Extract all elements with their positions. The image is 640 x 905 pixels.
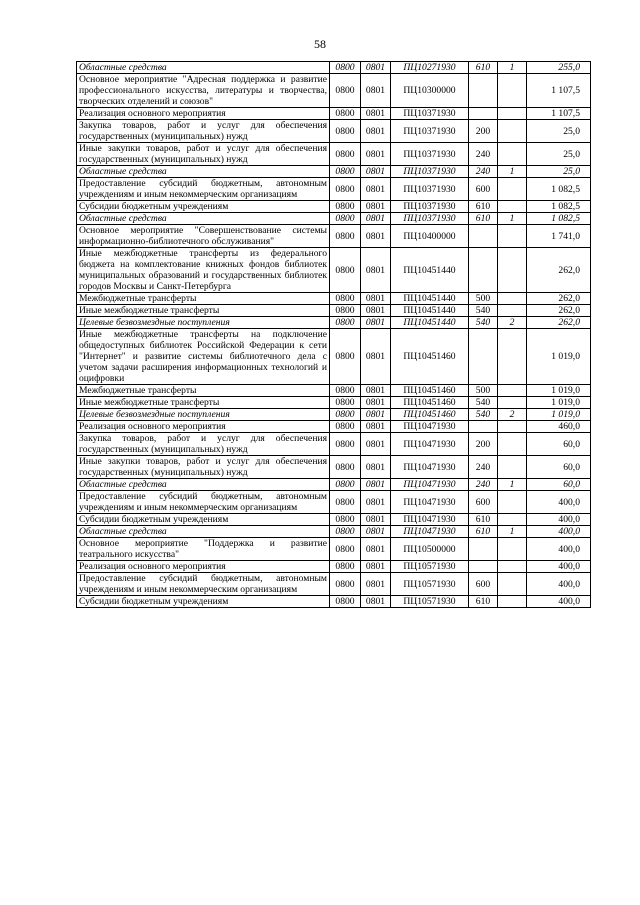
table-row (77, 479, 591, 491)
row-name: Реализация основного мероприятия (77, 421, 330, 433)
table-row (77, 538, 591, 561)
table-row (77, 456, 591, 479)
subsection-code: 0801 (361, 329, 391, 385)
section-code: 0800 (330, 433, 361, 456)
section-code: 0800 (330, 526, 361, 538)
table-row (77, 491, 591, 514)
amount: 1 082,5 (527, 213, 591, 225)
funding-source (498, 433, 527, 456)
row-name: Межбюджетные трансферты (77, 293, 330, 305)
table-row (77, 409, 591, 421)
subsection-code: 0801 (361, 596, 391, 608)
target-article: ПЦ10471930 (391, 526, 469, 538)
section-code: 0800 (330, 514, 361, 526)
page-number: 58 (314, 37, 326, 51)
section-code: 0800 (330, 397, 361, 409)
expense-type: 600 (469, 491, 498, 514)
subsection-code: 0801 (361, 385, 391, 397)
funding-source (498, 456, 527, 479)
amount: 460,0 (527, 421, 591, 433)
target-article: ПЦ10371930 (391, 143, 469, 166)
row-name: Межбюджетные трансферты (77, 385, 330, 397)
funding-source (498, 201, 527, 213)
subsection-code: 0801 (361, 120, 391, 143)
target-article: ПЦ10300000 (391, 74, 469, 108)
table-row (77, 143, 591, 166)
funding-source: 2 (498, 317, 527, 329)
expense-type: 540 (469, 397, 498, 409)
row-name: Целевые безвозмездные поступления (77, 317, 330, 329)
expense-type: 500 (469, 385, 498, 397)
table-row (77, 526, 591, 538)
table-row (77, 433, 591, 456)
amount: 1 019,0 (527, 409, 591, 421)
expense-type: 200 (469, 433, 498, 456)
expense-type (469, 561, 498, 573)
section-code: 0800 (330, 225, 361, 248)
expense-type: 610 (469, 596, 498, 608)
subsection-code: 0801 (361, 305, 391, 317)
row-name: Иные закупки товаров, работ и услуг для обеспечения государственных (муниципальных) нужд (77, 456, 330, 479)
section-code: 0800 (330, 561, 361, 573)
expense-type: 240 (469, 143, 498, 166)
amount: 1 019,0 (527, 397, 591, 409)
target-article: ПЦ10451460 (391, 397, 469, 409)
target-article: ПЦ10451440 (391, 293, 469, 305)
row-name: Целевые безвозмездные поступления (77, 409, 330, 421)
row-name: Областные средства (77, 213, 330, 225)
funding-source (498, 538, 527, 561)
target-article: ПЦ10371930 (391, 201, 469, 213)
amount: 400,0 (527, 596, 591, 608)
amount: 1 107,5 (527, 108, 591, 120)
section-code: 0800 (330, 74, 361, 108)
target-article: ПЦ10451440 (391, 305, 469, 317)
row-name: Субсидии бюджетным учреждениям (77, 596, 330, 608)
amount: 1 019,0 (527, 385, 591, 397)
section-code: 0800 (330, 108, 361, 120)
subsection-code: 0801 (361, 538, 391, 561)
funding-source: 1 (498, 62, 527, 74)
section-code: 0800 (330, 166, 361, 178)
target-article: ПЦ10471930 (391, 491, 469, 514)
row-name: Субсидии бюджетным учреждениям (77, 514, 330, 526)
target-article: ПЦ10371930 (391, 120, 469, 143)
target-article: ПЦ10451460 (391, 329, 469, 385)
amount: 1 107,5 (527, 74, 591, 108)
subsection-code: 0801 (361, 433, 391, 456)
subsection-code: 0801 (361, 317, 391, 329)
funding-source (498, 108, 527, 120)
section-code: 0800 (330, 491, 361, 514)
funding-source (498, 329, 527, 385)
row-name: Иные межбюджетные трансферты (77, 397, 330, 409)
table-row (77, 305, 591, 317)
funding-source: 1 (498, 166, 527, 178)
section-code: 0800 (330, 120, 361, 143)
amount: 60,0 (527, 456, 591, 479)
subsection-code: 0801 (361, 201, 391, 213)
amount: 60,0 (527, 433, 591, 456)
funding-source (498, 573, 527, 596)
table-row (77, 385, 591, 397)
table-row (77, 201, 591, 213)
table-row (77, 293, 591, 305)
funding-source: 2 (498, 409, 527, 421)
section-code: 0800 (330, 538, 361, 561)
amount: 400,0 (527, 514, 591, 526)
amount: 400,0 (527, 491, 591, 514)
amount: 255,0 (527, 62, 591, 74)
target-article: ПЦ10571930 (391, 596, 469, 608)
section-code: 0800 (330, 248, 361, 293)
section-code: 0800 (330, 456, 361, 479)
funding-source (498, 178, 527, 201)
expense-type (469, 329, 498, 385)
subsection-code: 0801 (361, 456, 391, 479)
amount: 1 019,0 (527, 329, 591, 385)
funding-source (498, 397, 527, 409)
section-code: 0800 (330, 409, 361, 421)
subsection-code: 0801 (361, 561, 391, 573)
section-code: 0800 (330, 479, 361, 491)
row-name: Основное мероприятие "Совершенствование системы информационно-библиотечного обслуживания" (77, 225, 330, 248)
subsection-code: 0801 (361, 166, 391, 178)
table-row (77, 166, 591, 178)
section-code: 0800 (330, 293, 361, 305)
table-body (77, 62, 591, 608)
amount: 400,0 (527, 538, 591, 561)
subsection-code: 0801 (361, 397, 391, 409)
expense-type: 610 (469, 62, 498, 74)
subsection-code: 0801 (361, 178, 391, 201)
funding-source (498, 385, 527, 397)
funding-source (498, 421, 527, 433)
section-code: 0800 (330, 421, 361, 433)
expense-type: 610 (469, 201, 498, 213)
row-name: Основное мероприятие "Адресная поддержка и развитие профессионального искусства, литературы и творчества, творческих отделений и союзов" (77, 74, 330, 108)
funding-source: 1 (498, 479, 527, 491)
table-row (77, 74, 591, 108)
row-name: Иные межбюджетные трансферты из федерального бюджета на комплектование книжных фондов библиотек муниципальных образований и государственных библиотек городов Москвы и Санкт-Петербурга (77, 248, 330, 293)
target-article: ПЦ10451460 (391, 385, 469, 397)
subsection-code: 0801 (361, 62, 391, 74)
target-article: ПЦ10451440 (391, 248, 469, 293)
funding-source (498, 120, 527, 143)
target-article: ПЦ10471930 (391, 479, 469, 491)
row-name: Иные закупки товаров, работ и услуг для обеспечения государственных (муниципальных) нужд (77, 143, 330, 166)
expense-type (469, 421, 498, 433)
funding-source: 1 (498, 213, 527, 225)
table-row (77, 225, 591, 248)
amount: 400,0 (527, 561, 591, 573)
funding-source (498, 225, 527, 248)
row-name: Областные средства (77, 526, 330, 538)
table-row (77, 317, 591, 329)
subsection-code: 0801 (361, 479, 391, 491)
table-row (77, 120, 591, 143)
funding-source (498, 143, 527, 166)
row-name: Реализация основного мероприятия (77, 561, 330, 573)
table-row (77, 596, 591, 608)
table-row (77, 108, 591, 120)
target-article: ПЦ10471930 (391, 433, 469, 456)
expense-type: 600 (469, 178, 498, 201)
target-article: ПЦ10471930 (391, 421, 469, 433)
subsection-code: 0801 (361, 573, 391, 596)
subsection-code: 0801 (361, 293, 391, 305)
table-row (77, 329, 591, 385)
subsection-code: 0801 (361, 526, 391, 538)
amount: 25,0 (527, 143, 591, 166)
subsection-code: 0801 (361, 421, 391, 433)
section-code: 0800 (330, 213, 361, 225)
target-article: ПЦ10271930 (391, 62, 469, 74)
section-code: 0800 (330, 201, 361, 213)
subsection-code: 0801 (361, 225, 391, 248)
row-name: Закупка товаров, работ и услуг для обеспечения государственных (муниципальных) нужд (77, 120, 330, 143)
funding-source (498, 305, 527, 317)
target-article: ПЦ10571930 (391, 573, 469, 596)
section-code: 0800 (330, 596, 361, 608)
budget-table (76, 61, 591, 608)
target-article: ПЦ10371930 (391, 213, 469, 225)
row-name: Областные средства (77, 479, 330, 491)
expense-type: 500 (469, 293, 498, 305)
funding-source (498, 514, 527, 526)
subsection-code: 0801 (361, 74, 391, 108)
subsection-code: 0801 (361, 143, 391, 166)
subsection-code: 0801 (361, 491, 391, 514)
target-article: ПЦ10451440 (391, 317, 469, 329)
expense-type: 610 (469, 213, 498, 225)
amount: 262,0 (527, 248, 591, 293)
amount: 262,0 (527, 293, 591, 305)
expense-type: 240 (469, 456, 498, 479)
table-row (77, 397, 591, 409)
row-name: Иные межбюджетные трансферты на подключение общедоступных библиотек Российской Федерации к сети "Интернет" и развитие системы библиотечного дела с учетом задачи расширения информационных технологий и оцифровки (77, 329, 330, 385)
expense-type (469, 225, 498, 248)
table-row (77, 421, 591, 433)
target-article: ПЦ10451460 (391, 409, 469, 421)
table-row (77, 213, 591, 225)
table-row (77, 248, 591, 293)
section-code: 0800 (330, 573, 361, 596)
amount: 1 082,5 (527, 201, 591, 213)
row-name: Закупка товаров, работ и услуг для обеспечения государственных (муниципальных) нужд (77, 433, 330, 456)
amount: 60,0 (527, 479, 591, 491)
subsection-code: 0801 (361, 514, 391, 526)
section-code: 0800 (330, 62, 361, 74)
section-code: 0800 (330, 305, 361, 317)
funding-source (498, 596, 527, 608)
target-article: ПЦ10371930 (391, 166, 469, 178)
expense-type (469, 74, 498, 108)
amount: 262,0 (527, 317, 591, 329)
amount: 25,0 (527, 120, 591, 143)
section-code: 0800 (330, 385, 361, 397)
expense-type (469, 248, 498, 293)
target-article: ПЦ10400000 (391, 225, 469, 248)
row-name: Субсидии бюджетным учреждениям (77, 201, 330, 213)
target-article: ПЦ10500000 (391, 538, 469, 561)
row-name: Областные средства (77, 62, 330, 74)
target-article: ПЦ10371930 (391, 108, 469, 120)
section-code: 0800 (330, 317, 361, 329)
funding-source (498, 293, 527, 305)
amount: 1 741,0 (527, 225, 591, 248)
funding-source (498, 561, 527, 573)
row-name: Предоставление субсидий бюджетным, автономным учреждениям и иным некоммерческим организациям (77, 573, 330, 596)
expense-type: 610 (469, 514, 498, 526)
amount: 400,0 (527, 573, 591, 596)
target-article: ПЦ10571930 (391, 561, 469, 573)
subsection-code: 0801 (361, 409, 391, 421)
expense-type (469, 108, 498, 120)
target-article: ПЦ10471930 (391, 514, 469, 526)
section-code: 0800 (330, 178, 361, 201)
expense-type: 600 (469, 573, 498, 596)
amount: 25,0 (527, 166, 591, 178)
expense-type: 240 (469, 479, 498, 491)
expense-type: 540 (469, 317, 498, 329)
funding-source (498, 248, 527, 293)
table-row (77, 561, 591, 573)
amount: 400,0 (527, 526, 591, 538)
section-code: 0800 (330, 143, 361, 166)
amount: 1 082,5 (527, 178, 591, 201)
table-row (77, 62, 591, 74)
expense-type: 240 (469, 166, 498, 178)
expense-type: 610 (469, 526, 498, 538)
expense-type: 540 (469, 305, 498, 317)
subsection-code: 0801 (361, 213, 391, 225)
expense-type (469, 538, 498, 561)
row-name: Предоставление субсидий бюджетным, автономным учреждениям и иным некоммерческим организациям (77, 491, 330, 514)
expense-type: 540 (469, 409, 498, 421)
section-code: 0800 (330, 329, 361, 385)
row-name: Областные средства (77, 166, 330, 178)
row-name: Основное мероприятие "Поддержка и развитие театрального искусства" (77, 538, 330, 561)
table-row (77, 178, 591, 201)
funding-source (498, 491, 527, 514)
funding-source (498, 74, 527, 108)
table-row (77, 573, 591, 596)
expense-type: 200 (469, 120, 498, 143)
row-name: Предоставление субсидий бюджетным, автономным учреждениям и иным некоммерческим организациям (77, 178, 330, 201)
funding-source: 1 (498, 526, 527, 538)
target-article: ПЦ10371930 (391, 178, 469, 201)
subsection-code: 0801 (361, 248, 391, 293)
target-article: ПЦ10471930 (391, 456, 469, 479)
subsection-code: 0801 (361, 108, 391, 120)
table-row (77, 514, 591, 526)
row-name: Реализация основного мероприятия (77, 108, 330, 120)
amount: 262,0 (527, 305, 591, 317)
row-name: Иные межбюджетные трансферты (77, 305, 330, 317)
